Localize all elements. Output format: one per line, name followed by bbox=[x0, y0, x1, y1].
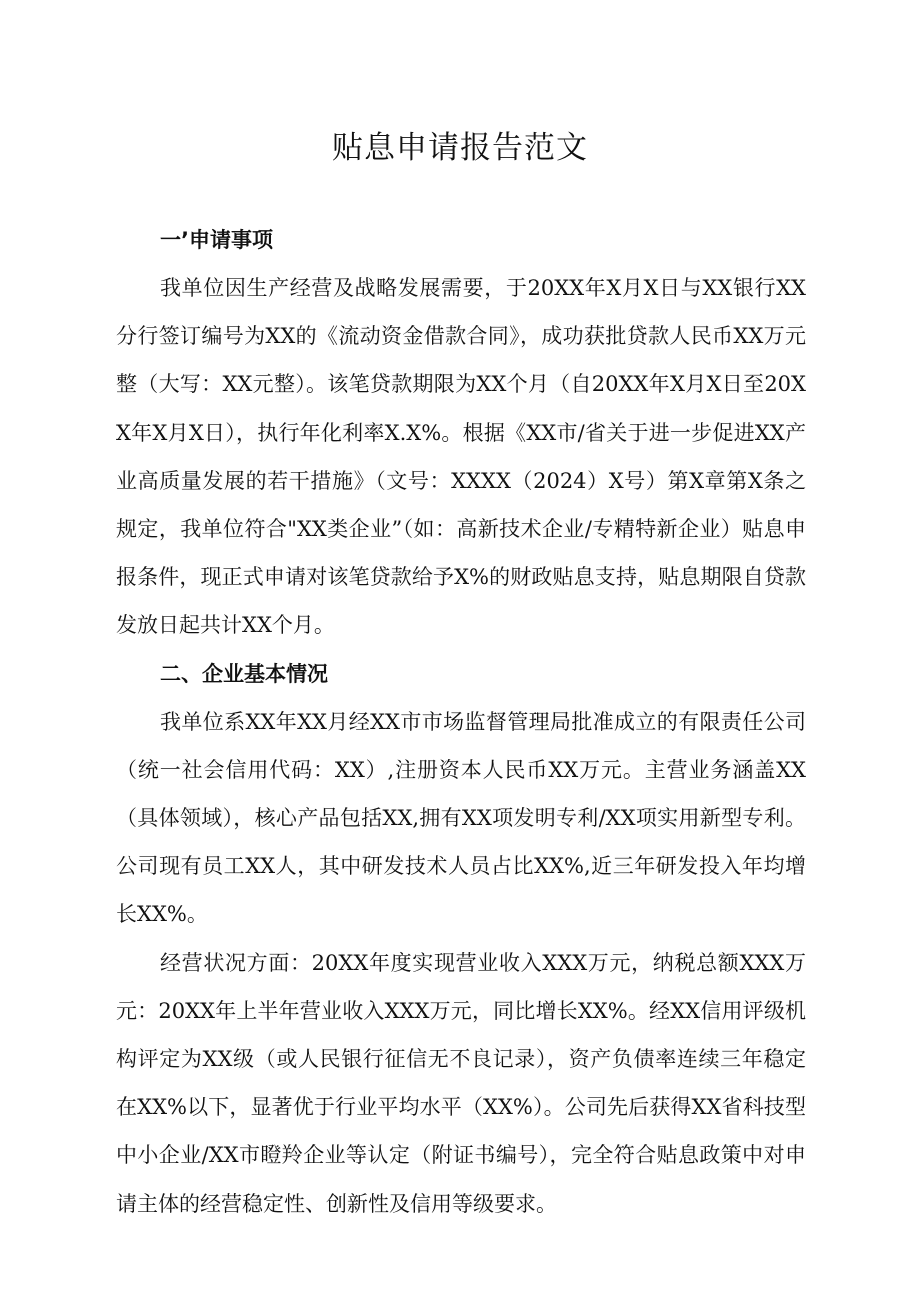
paragraph: 我单位因生产经营及战略发展需要，于20XX年X月X日与XX银行XX分行签订编号为XX的《流动资金借款合同》，成功获批贷款人民币XX万元整（大写：XX元整）。该笔贷款期限为XX个月（自20XX年X月X日至20XX年X月X日），执行年化利率X.X%。根据《XX市/省关于进一步促进XX产业高质量发展的若干措施》（文号：XXXX（2024）X号）第X章第X条之规定，我单位符合"XX类企业”（如：高新技术企业/专精特新企业）贴息申报条件，现正式申请对该笔贷款给予X%的财政贴息支持，贴息期限自贷款发放日起共计XX个月。 bbox=[116, 276, 806, 638]
section-application-matters bbox=[116, 216, 806, 650]
document-body bbox=[116, 216, 806, 1228]
paragraph: 经营状况方面：20XX年度实现营业收入XXX万元，纳税总额XXX万元：20XX年上半年营业收入XXX万元，同比增长XX%。经XX信用评级机构评定为XX级（或人民银行征信无不良记录），资产负债率连续三年稳定在XX%以下，显著优于行业平均水平（XX%）。公司先后获得XX省科技型中小企业/XX市瞪羚企业等认定（附证书编号），完全符合贴息政策中对申请主体的经营稳定性、创新性及信用等级要求。 bbox=[116, 950, 806, 1216]
section-heading: 二、企业基本情况 bbox=[160, 661, 328, 686]
section-company-basic-info bbox=[116, 650, 806, 1228]
document-title: 贴息申请报告范文 bbox=[332, 130, 588, 166]
section-heading: 一’申请事项 bbox=[160, 228, 273, 252]
paragraph: 我单位系XX年XX月经XX市市场监督管理局批准成立的有限责任公司（统一社会信用代码：XX）,注册资本人民币XX万元。主营业务涵盖XX（具体领域），核心产品包括XX,拥有XX项发明专利/XX项实用新型专利。公司现有员工XX人，其中研发技术人员占比XX%,近三年研发投入年均增长XX%。 bbox=[116, 709, 806, 927]
